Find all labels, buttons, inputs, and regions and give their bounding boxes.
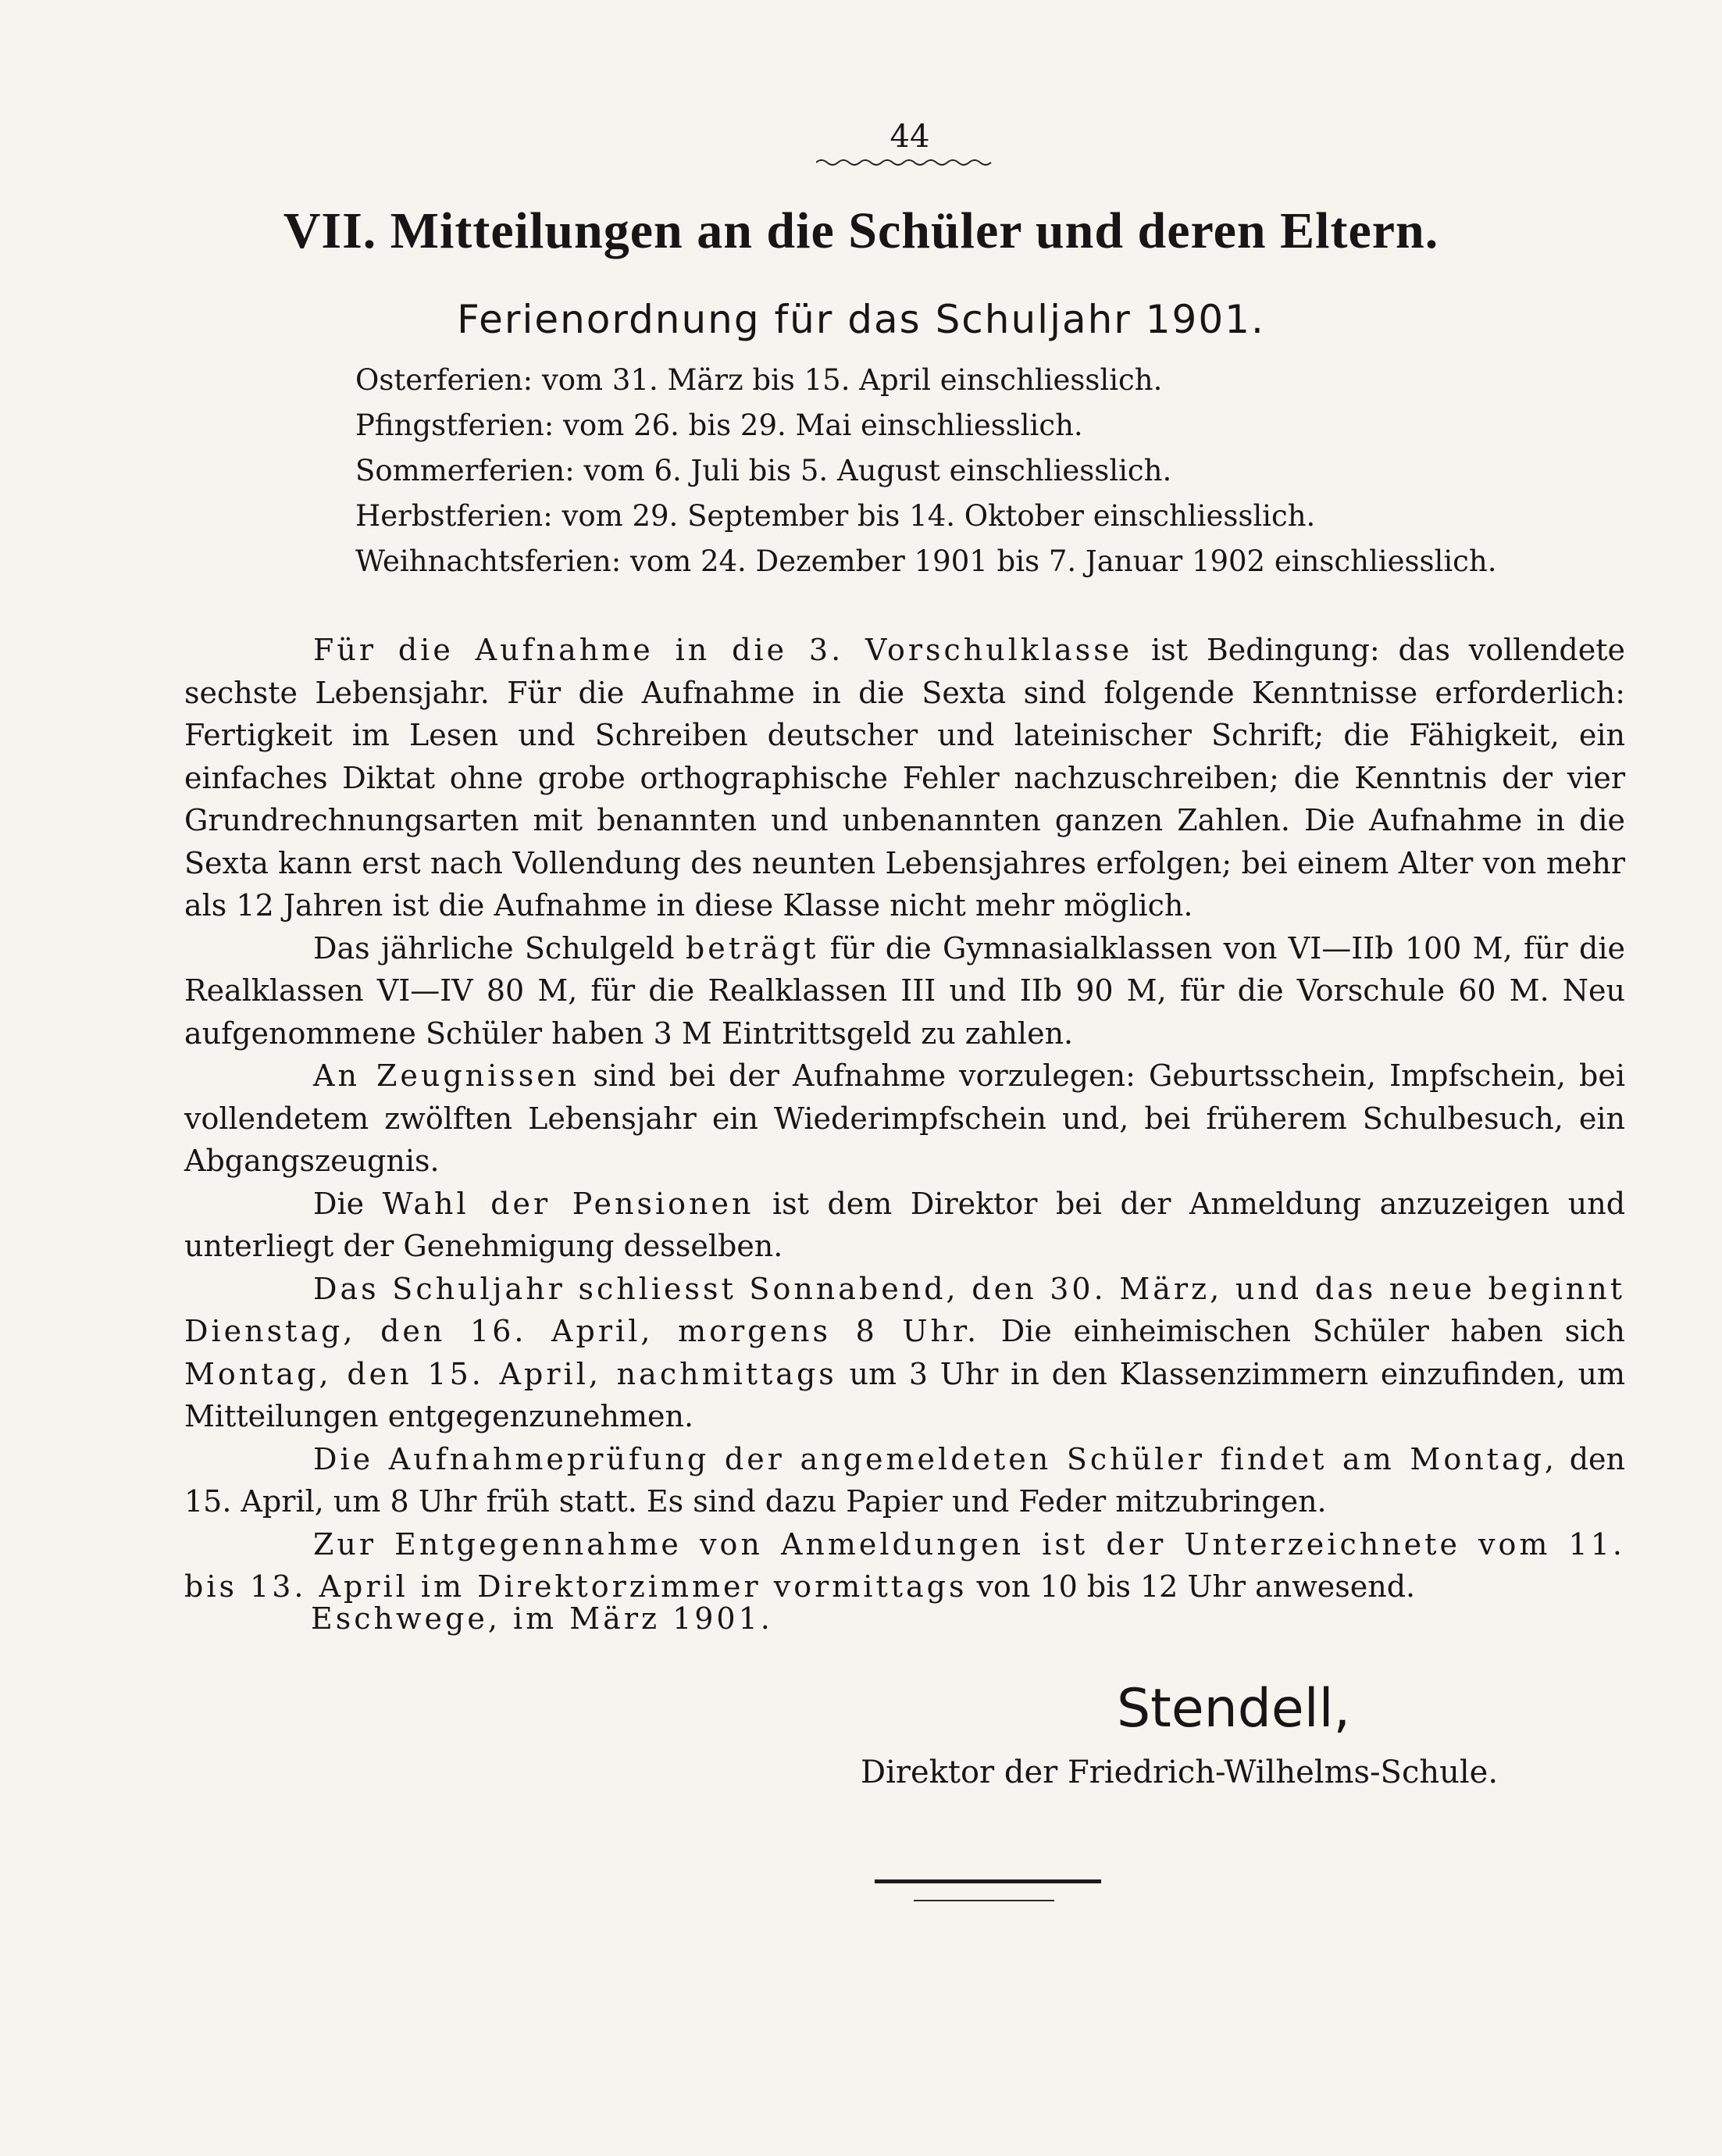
- paragraph-boarding: Die Wahl der Pensionen ist dem Direktor bei der Anmeldung anzuzeigen und unterliegt der Genehmigung desselben.: [184, 1186, 1626, 1263]
- holiday-pentecost: Pfingstferien: vom 26. bis 29. Mai einschliesslich.: [355, 409, 1083, 442]
- holiday-summer: Sommerferien: vom 6. Juli bis 5. August einschliesslich.: [355, 454, 1172, 487]
- body-text: [184, 629, 1625, 1608]
- paragraph-school-fee: Das jährliche Schulgeld beträgt für die Gymnasialklassen von VI—IIb 100 M, für die Realklassen VI—IV 80 M, für die Realklassen III und IIb 90 M, für die Vorschule 60 M. Neu aufgenommene Schüler haben 3 M Eintrittsgeld zu zahlen.: [184, 930, 1626, 1051]
- paragraph-registration: Zur Entgegennahme von Anmeldungen ist der Unterzeichnete vom 11. bis 13. April im Direktorzimmer vormittags von 10 bis 12 Uhr anwesend.: [184, 1526, 1625, 1604]
- section-title: VII. Mitteilungen an die Schüler und deren Eltern.: [283, 202, 1439, 259]
- paragraph-certificates: An Zeugnissen sind bei der Aufnahme vorzulegen: Geburtsschein, Impfschein, bei vollendetem zwölften Lebensjahr ein Wiederimpfschein und, bei früherem Schulbesuch, ein Abgangszeugnis.: [184, 1058, 1625, 1178]
- signature-name: Stendell,: [1117, 1678, 1351, 1740]
- closing-rule-thin: [914, 1900, 1054, 1901]
- paragraph-school-year: Das Schuljahr schliesst Sonnabend, den 30. März, und das neue beginnt Dienstag, den 16. April, morgens 8 Uhr. Die einheimischen Schüler haben sich Montag, den 15. April, nachmittags um 3 Uhr in den Klassenzimmern einzufinden, um Mitteilungen entgegenzunehmen.: [184, 1271, 1625, 1433]
- place-date: Eschwege, im März 1901.: [311, 1601, 773, 1636]
- signature-title: Direktor der Friedrich-Wilhelms-Schule.: [861, 1754, 1499, 1790]
- page-number: 44: [890, 119, 930, 155]
- paragraph-admission: Für die Aufnahme in die 3. Vorschulklasse ist Bedingung: das vollendete sechste Lebensjahr. Für die Aufnahme in die Sexta sind folgende Kenntnisse erforderlich: Fertigkeit im Lesen und Schreiben deutscher und lateinischer Schrift; die Fähigkeit, ein einfaches Diktat ohne grobe orthographische Fehler nachzuschreiben; die Kenntnis der vier Grundrechnungsarten mit benannten und unbenannten ganzen Zahlen. Die Aufnahme in die Sexta kann erst nach Vollendung des neunten Lebensjahres erfolgen; bei einem Alter von mehr als 12 Jahren ist die Aufnahme in diese Klasse nicht mehr möglich.: [184, 633, 1625, 923]
- holiday-easter: Osterferien: vom 31. März bis 15. April einschliesslich.: [355, 363, 1163, 397]
- paragraph-entrance-exam: Die Aufnahmeprüfung der angemeldeten Schüler findet am Montag, den 15. April, um 8 Uhr früh statt. Es sind dazu Papier und Feder mitzubringen.: [184, 1441, 1625, 1519]
- holiday-autumn: Herbstferien: vom 29. September bis 14. Oktober einschliesslich.: [355, 499, 1316, 533]
- holiday-schedule-heading: Ferienordnung für das Schuljahr 1901.: [457, 297, 1265, 342]
- decorative-wave: [816, 156, 993, 169]
- holiday-christmas: Weihnachtsferien: vom 24. Dezember 1901 bis 7. Januar 1902 einschliesslich.: [355, 544, 1497, 578]
- closing-rule: [875, 1879, 1101, 1883]
- holiday-list: [355, 358, 1496, 584]
